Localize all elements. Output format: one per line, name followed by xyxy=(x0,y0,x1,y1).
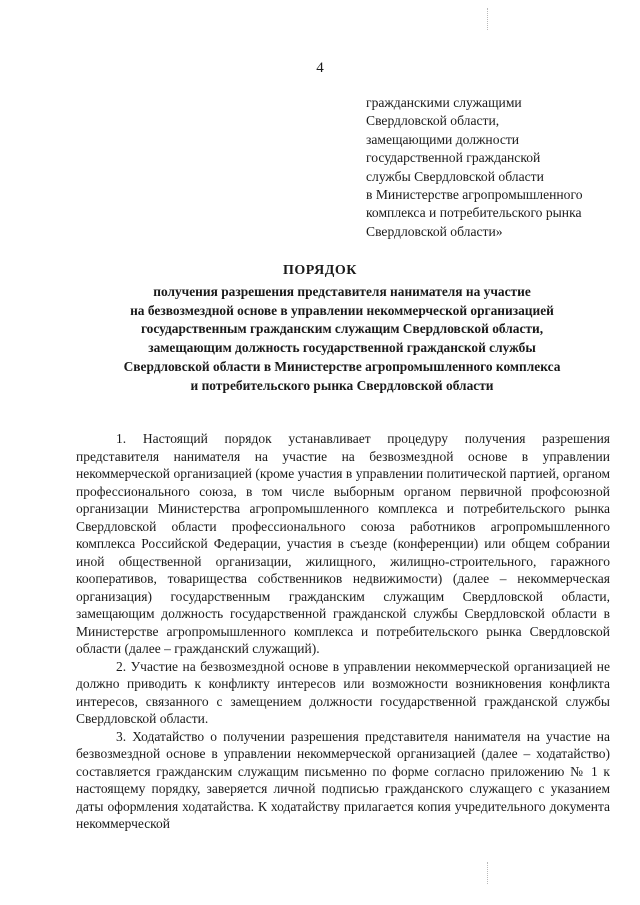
subtitle-line: Свердловской области в Министерстве агропромышленного комплекса xyxy=(123,358,561,374)
header-line: в Министерстве агропромышленного xyxy=(366,187,583,203)
document-title: ПОРЯДОК xyxy=(283,263,357,278)
page-number: 4 xyxy=(316,60,324,76)
subtitle-line: получения разрешения представителя нанимателя на участие xyxy=(153,284,531,299)
subtitle-line: замещающим должность государственной гражданской службы xyxy=(148,340,536,356)
subtitle-line: на безвозмездной основе в управлении некоммерческой организацией xyxy=(130,302,554,318)
header-line: государственной гражданской xyxy=(366,150,541,166)
header-line: комплекса и потребительского рынка xyxy=(366,205,582,221)
header-line: замещающими должности xyxy=(366,131,520,147)
paragraph-2: 2. Участие на безвозмездной основе в управлении некоммерческой организацией не должно приводить к конфликту интересов или возможности возникновения конфликта интересов, связанного с замещением должности государственной гражданской службы Свердловской области. xyxy=(76,658,610,726)
header-block xyxy=(366,94,626,241)
document-subtitle xyxy=(92,283,592,395)
subtitle-line: государственным гражданским служащим Свердловской области, xyxy=(140,321,544,337)
header-line: Свердловской области» xyxy=(366,223,503,239)
header-line: Свердловской области, xyxy=(366,113,500,129)
subtitle-line: и потребительского рынка Свердловской области xyxy=(190,377,494,393)
paragraph-3: 3. Ходатайство о получении разрешения представителя нанимателя на участие на безвозмездной основе в управлении некоммерческой организацией (далее – ходатайство) составляется гражданским служащим письменно по форме согласно приложению № 1 к настоящему порядку, заверяется личной подписью гражданского служащего с указанием даты оформления ходатайства. К ходатайству прилагается копия учредительного документа некоммерческой xyxy=(76,728,610,831)
header-line: службы Свердловской области xyxy=(366,168,544,184)
scan-edge-mark xyxy=(487,862,489,884)
document-body xyxy=(76,430,610,833)
scan-edge-mark xyxy=(487,8,489,30)
paragraph-1: 1. Настоящий порядок устанавливает процедуру получения разрешения представителя нанимателя на участие на безвозмездной основе в управлении некоммерческой организацией (кроме участия в управлении политической партией, органом профессионального союза, в том числе выборным органом первичной профсоюзной организации Министерства агропромышленного комплекса и потребительского рынка Свердловской области профессионального союза работников агропромышленного комплекса Российской Федерации, участия в съезде (конференции) или общем собрании иной общественной организации, жилищного, жилищно-строительного, гаражного кооперативов, товарищества собственников недвижимости) (далее – некоммерческая организация) государственным гражданским служащим Свердловской области, замещающим должность государственной гражданской службы Свердловской области в Министерстве агропромышленного комплекса и потребительского рынка Свердловской области (далее – гражданский служащий). xyxy=(76,431,610,656)
header-line: гражданскими служащими xyxy=(366,95,522,110)
